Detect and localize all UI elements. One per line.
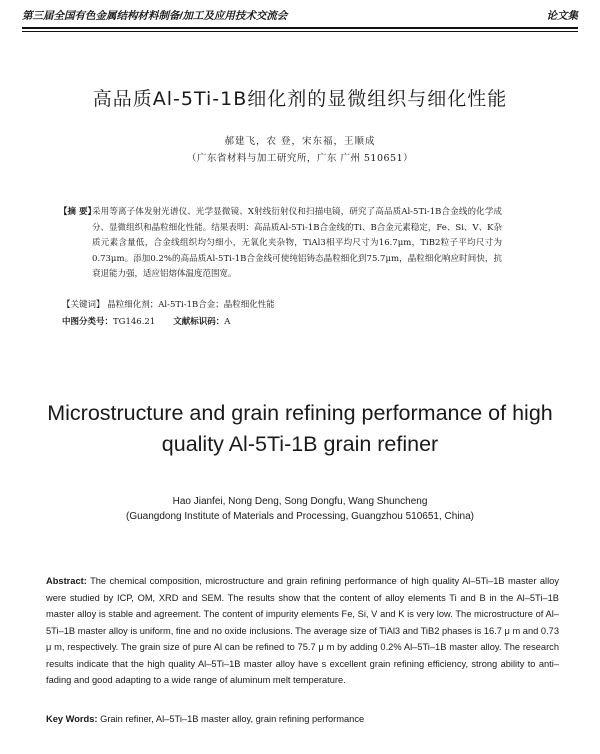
running-header xyxy=(22,8,578,29)
classification-line xyxy=(62,315,522,327)
running-header-section: 论文集 xyxy=(546,10,578,22)
abstract-chinese-label: 【摘 要】 xyxy=(59,207,96,217)
keywords-chinese-label: 【关键词】 xyxy=(62,300,105,310)
doc-code-value: A xyxy=(224,317,231,327)
affiliation-english: (Guangdong Institute of Materials and Processing, Guangzhou 510651, China) xyxy=(126,511,474,522)
abstract-english-text: The chemical composition, microstructure and grain refining performance of high quality Al–5Ti–1B master alloy were studied by ICP, OM, XRD and SEM. The results show that the content of alloy elements Ti and B in the Al–5Ti–1B master alloy is stable and agreement. The content of impurity elements Fe, Si, V and K is very low. The microstructure of Al–5Ti–1B master alloy is uniform, fine and no oxide inclusions. The average size of TiAl3 and TiB2 phases is 16.7 μ m and 0.73 μ m, respectively. The grain size of pure Al can be refined to 75.7 μ m by adding 0.2% Al–5Ti–1B master alloy. The research results indicate that the high quality Al–5Ti–1B master alloy have s excellent grain refining efficiency, strong ability to anti–fading and good adapting to a wide range of aluminum melt temperature. xyxy=(46,576,559,685)
authors-chinese: 郝建飞，农 登，宋东福，王顺成 xyxy=(224,136,376,147)
keywords-chinese-text: 晶粒细化剂；Al-5Ti-1B合金；晶粒细化性能 xyxy=(107,300,275,310)
keywords-english-label: Key Words: xyxy=(46,714,98,724)
abstract-chinese xyxy=(59,205,502,283)
running-header-conference: 第三届全国有色金属结构材料制备/加工及应用技术交流会 xyxy=(22,10,288,22)
abstract-english xyxy=(46,573,559,689)
abstract-english-label: Abstract: xyxy=(46,576,87,586)
authors-english: Hao Jianfei, Nong Deng, Song Dongfu, Wang Shuncheng xyxy=(172,496,428,507)
paper-title-chinese: 高品质Al-5Ti-1B细化剂的显微组织与细化性能 xyxy=(92,88,508,110)
clc-value: TG146.21 xyxy=(113,317,156,327)
keywords-english-text: Grain refiner, Al–5Ti–1B master alloy, grain refining performance xyxy=(100,714,365,724)
header-divider xyxy=(22,31,578,32)
doc-code-label: 文献标识码： xyxy=(173,317,225,327)
keywords-chinese xyxy=(62,298,522,313)
paper-title-english: Microstructure and grain refining performance of high quality Al-5Ti-1B grain refiner xyxy=(47,401,553,456)
keywords-english xyxy=(46,714,559,724)
abstract-chinese-text: 采用等离子体发射光谱仪、光学显微镜、X射线衍射仪和扫描电镜，研究了高品质Al-5Ti-1B合金线的化学成分、显微组织和晶粒细化性能。结果表明：高品质Al-5Ti-1B合金线的Ti、B合金元素稳定，Fe、Si、V、K杂质元素含量低，合金线组织均匀细小，无氧化夹杂物，TiAl3相平均尺寸为16.7μm，TiB2粒子平均尺寸为0.73μm。添加0.2%的高品质Al-5Ti-1B合金线可使纯铝铸态晶粒细化到75.7μm，晶粒细化响应时间快，抗衰退能力强，适应铝熔体温度范围宽。 xyxy=(92,207,502,279)
clc-label: 中图分类号： xyxy=(62,317,114,327)
affiliation-chinese: （广东省材料与加工研究所，广东 广州 510651） xyxy=(186,153,414,164)
